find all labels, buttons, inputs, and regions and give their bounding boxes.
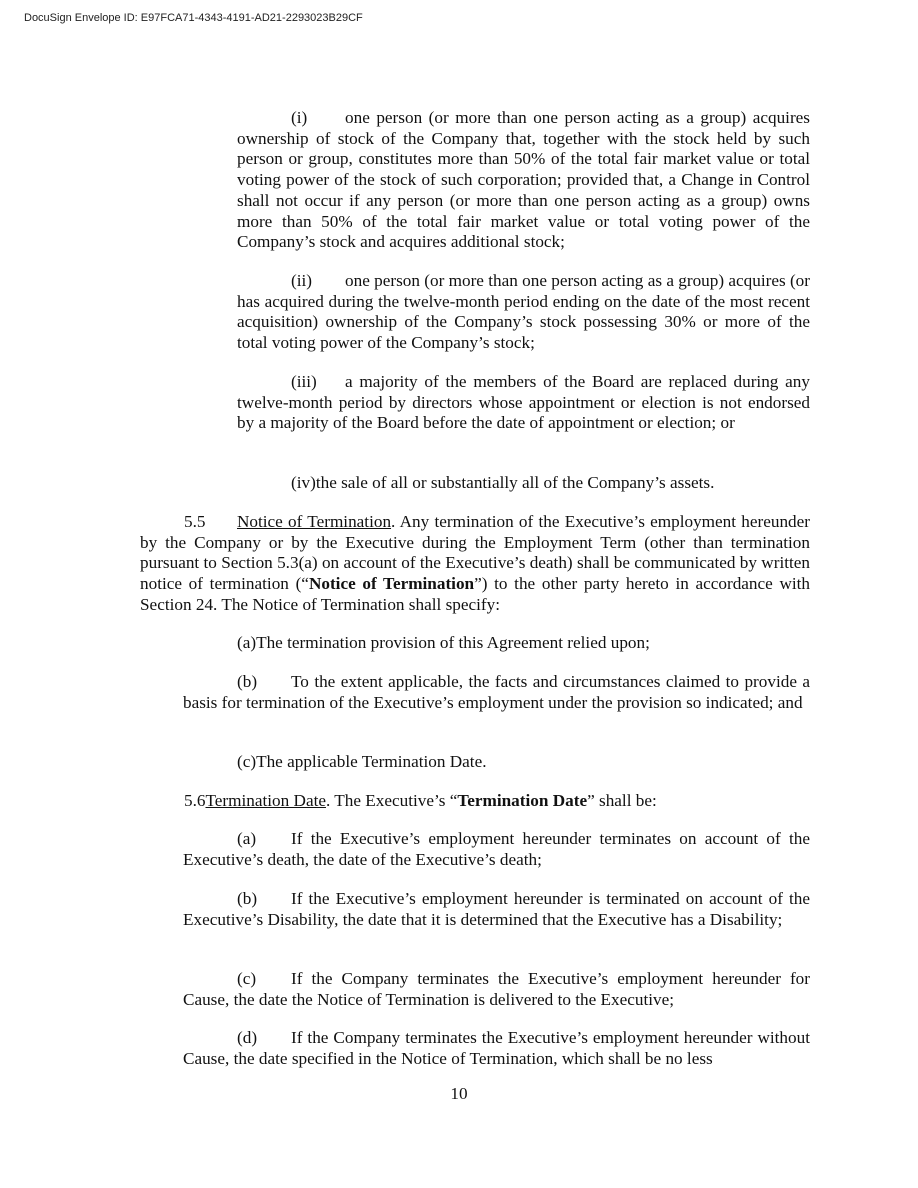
page-number: 10 [450,1084,468,1103]
clause-iv [291,473,714,494]
section-5-5-b-label: (b) [237,672,258,691]
clause-i [237,108,810,253]
section-5-5-number: 5.5 [184,512,206,531]
clause-i-text: one person (or more than one person acting as a group) acquires ownership of stock of the Company that, together with the stock held by such person or group, constitutes more than 50% of the total fair market value or total voting power of the stock of such corporation; provided that, a Change in Control shall not occur if any person (or more than one person acting as a group) owns more than 50% of the total fair market value or total voting power of the Company’s stock and acquires additional stock; [237,108,810,252]
section-5-5-heading: Notice of Termination [237,512,392,531]
section-5-6-c [183,969,810,1010]
section-5-5 [140,512,810,616]
section-5-6-c-label: (c) [237,969,257,988]
clause-ii [237,271,810,354]
clause-i-label: (i) [291,108,308,127]
section-5-5-c-label: (c) [237,752,257,771]
section-5-5-a-text: The termination provision of this Agreement relied upon; [256,633,650,652]
section-5-6-heading: Termination Date [205,791,326,810]
clause-iii-label: (iii) [291,372,317,391]
clause-ii-text: one person (or more than one person acting as a group) acquires (or has acquired during the twelve-month period ending on the date of the most recent acquisition) ownership of the Company’s stock possessing 30% or more of the total voting power of the Company’s stock; [237,271,810,353]
section-5-6-defined-term: Termination Date [457,791,588,810]
section-5-6-body-1: . The Executive’s “ [325,791,458,810]
section-5-6-d-text: If the Company terminates the Executive’s employment hereunder without Cause, the date specified in the Notice of Termination, which shall be no less [183,1028,810,1068]
section-5-5-body-1: . Any termination of the Executive’s employment hereunder by the Company or by the Executive during the Employment Term (other than termination pursuant to Section 5.3(a) on account of the Executive’s death) shall be communicated by written notice of termination (“ [140,512,810,594]
section-5-5-b-text: To the extent applicable, the facts and circumstances claimed to provide a basis for termination of the Executive’s employment under the provision so indicated; and [183,672,810,712]
section-5-5-defined-term: Notice of Termination [308,574,475,594]
section-5-5-c [237,752,487,773]
section-5-5-a-label: (a) [237,633,257,652]
section-5-5-c-text: The applicable Termination Date. [256,752,487,771]
section-5-6-number: 5.6 [184,791,206,810]
section-5-6-b-label: (b) [237,889,258,908]
section-5-6-d [183,1028,810,1069]
section-5-6-a [183,829,810,870]
section-5-5-a [237,633,650,654]
clause-iii-text: a majority of the members of the Board are replaced during any twelve-month period by directors whose appointment or election is not endorsed by a majority of the Board before the date of appointment or election; or [237,372,810,433]
section-5-6-d-label: (d) [237,1028,258,1047]
section-5-5-body-2: ”) to the other party hereto in accordance with Section 24. The Notice of Termination shall specify: [140,574,811,614]
clause-ii-label: (ii) [291,271,312,290]
docusign-envelope-id: DocuSign Envelope ID: E97FCA71-4343-4191-AD21-2293023B29CF [24,12,363,24]
section-5-6 [184,791,657,812]
clause-iv-text: the sale of all or substantially all of the Company’s assets. [315,473,715,492]
section-5-6-b [183,889,810,930]
clause-iv-label: (iv) [291,473,316,492]
section-5-5-b [183,672,810,713]
section-5-6-b-text: If the Executive’s employment hereunder is terminated on account of the Executive’s Disability, the date that it is determined that the Executive has a Disability; [183,889,810,929]
section-5-6-body-2: ” shall be: [587,791,657,810]
clause-iii [237,372,810,434]
section-5-6-c-text: If the Company terminates the Executive’s employment hereunder for Cause, the date the Notice of Termination is delivered to the Executive; [183,969,810,1009]
section-5-6-a-text: If the Executive’s employment hereunder terminates on account of the Executive’s death, the date of the Executive’s death; [183,829,810,869]
section-5-6-a-label: (a) [237,829,257,848]
